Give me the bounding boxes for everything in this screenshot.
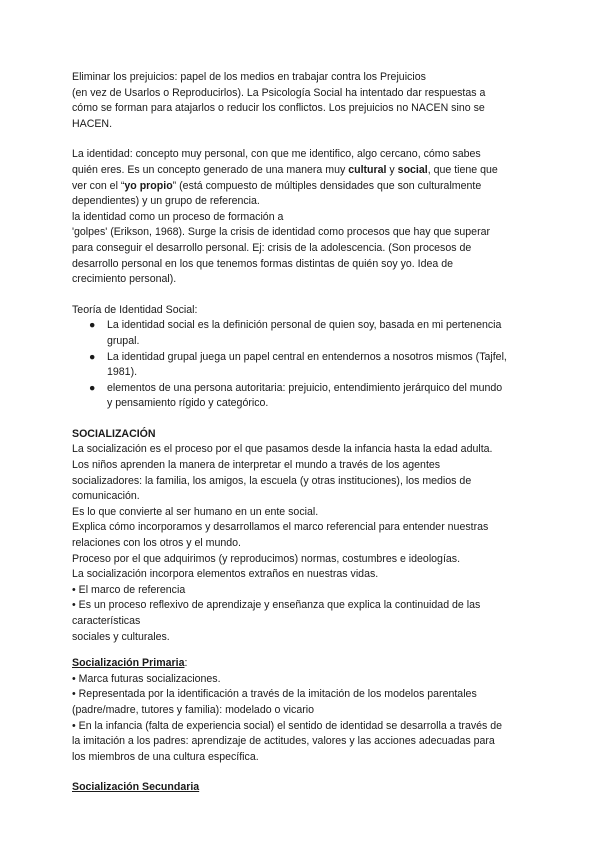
- text-line: Explica cómo incorporamos y desarrollamos el marco referencial para entender nuestras: [72, 521, 489, 534]
- document-content: [72, 70, 532, 796]
- text-line: La identidad: concepto muy personal, con que me identifico, algo cercano, cómo sabes: [72, 148, 481, 161]
- text-run: La identidad social es la definición personal de quien soy, basada en mi pertenencia: [107, 319, 502, 332]
- text-line: [72, 179, 532, 195]
- bold-term-yo-propio: yo propio: [124, 179, 173, 192]
- text-line: características: [72, 615, 141, 627]
- heading-colon: :: [184, 657, 188, 670]
- text-line: La socialización incorpora elementos extraños en nuestras vidas.: [72, 568, 379, 581]
- text-line: [72, 163, 532, 179]
- subsection-heading-text: Socialización Primaria: [72, 657, 185, 670]
- list-item: [72, 350, 532, 381]
- text-line: crecimiento personal).: [72, 273, 177, 286]
- bold-term-cultural: cultural: [348, 163, 387, 176]
- text-line: cómo se forman para atajarlos o reducir los conflictos. Los prejuicios no NACEN sino se: [72, 102, 485, 115]
- text-line: sociales y culturales.: [72, 630, 170, 643]
- theory-list: [72, 318, 532, 412]
- subsection-heading-text: Socialización Secundaria: [72, 781, 200, 794]
- text-line: • Marca futuras socializaciones.: [72, 672, 221, 685]
- text-line: • Es un proceso reflexivo de aprendizaje y enseñanza que explica la continuidad de las: [72, 599, 481, 612]
- text-run: ” (está compuesto de múltiples densidades que son culturalmente: [172, 179, 482, 192]
- text-run: grupal.: [107, 334, 140, 347]
- section-heading: SOCIALIZACIÓN: [72, 427, 156, 440]
- text-line: • Representada por la identificación a través de la imitación de los modelos parentales: [72, 688, 477, 701]
- text-run: elementos de una persona autoritaria: prejuicio, entendimiento jerárquico del mundo: [107, 381, 503, 394]
- primary-socialization-section: [72, 656, 532, 765]
- text-run: quién eres. Es un concepto generado de una manera muy: [72, 163, 349, 176]
- text-run: y pensamiento rígido y categórico.: [107, 397, 269, 410]
- text-line: desarrollo personal en los que tenemos formas distintas de quién soy yo. Idea de: [72, 257, 454, 270]
- text-line: la imitación a los padres: aprendizaje de actitudes, valores y las acciones adecuadas para: [72, 735, 495, 748]
- text-line: Es lo que convierte al ser humano en un ente social.: [72, 505, 319, 518]
- text-line: 'golpes' (Erikson, 1968). Surge la crisis de identidad como procesos que hay que superar: [72, 226, 491, 239]
- subsection-heading: [72, 656, 532, 672]
- text-run: 1981).: [107, 366, 138, 379]
- text-line: comunicación.: [72, 490, 140, 503]
- text-run: , que tiene que: [427, 163, 498, 176]
- text-line: la identidad como un proceso de formación a: [72, 210, 284, 223]
- text-line: • El marco de referencia: [72, 583, 186, 596]
- text-line: Los niños aprenden la manera de interpretar el mundo a través de los agentes: [72, 459, 441, 472]
- theory-title: Teoría de Identidad Social:: [72, 303, 198, 316]
- bullet-icon: ●: [89, 350, 96, 363]
- list-item: [72, 381, 532, 412]
- secondary-socialization-section: [72, 780, 532, 796]
- bullet-icon: ●: [89, 319, 96, 332]
- identity-paragraph: [72, 147, 532, 287]
- text-line: relaciones con los otros y el mundo.: [72, 537, 241, 550]
- text-line: para conseguir el desarrollo personal. Ej: crisis de la adolescencia. (Son procesos de: [72, 241, 472, 254]
- text-run: y: [386, 163, 398, 176]
- text-line: • En la infancia (falta de experiencia social) el sentido de identidad se desarrolla a través de: [72, 719, 503, 732]
- socialization-section: [72, 427, 532, 645]
- text-line: La socialización es el proceso por el que pasamos desde la infancia hasta la edad adulta.: [72, 443, 493, 456]
- text-run: ver con el “: [72, 179, 125, 192]
- text-line: socializadores: la familia, los amigos, la escuela (y otras instituciones), los medios de: [72, 474, 472, 487]
- theory-section: [72, 303, 532, 412]
- text-line: Proceso por el que adquirimos (y reproducimos) normas, costumbres e ideologías.: [72, 552, 461, 565]
- subsection-heading: [72, 780, 532, 796]
- bold-term-social: social: [397, 163, 428, 176]
- text-line: (padre/madre, tutores y familia): modelado o vicario: [72, 703, 314, 716]
- intro-paragraph: [72, 70, 532, 132]
- text-line: dependientes) y un grupo de referencia.: [72, 195, 260, 208]
- text-line: HACEN.: [72, 117, 113, 130]
- text-run: La identidad grupal juega un papel central en entendernos a nosotros mismos (Tajfel,: [107, 350, 507, 363]
- list-item: [72, 318, 532, 349]
- bullet-icon: ●: [89, 381, 96, 394]
- text-line: (en vez de Usarlos o Reproducirlos). La Psicología Social ha intentado dar respuestas a: [72, 86, 486, 99]
- text-line: Eliminar los prejuicios: papel de los medios en trabajar contra los Prejuicios: [72, 71, 426, 83]
- text-line: los miembros de una cultura específica.: [72, 750, 259, 763]
